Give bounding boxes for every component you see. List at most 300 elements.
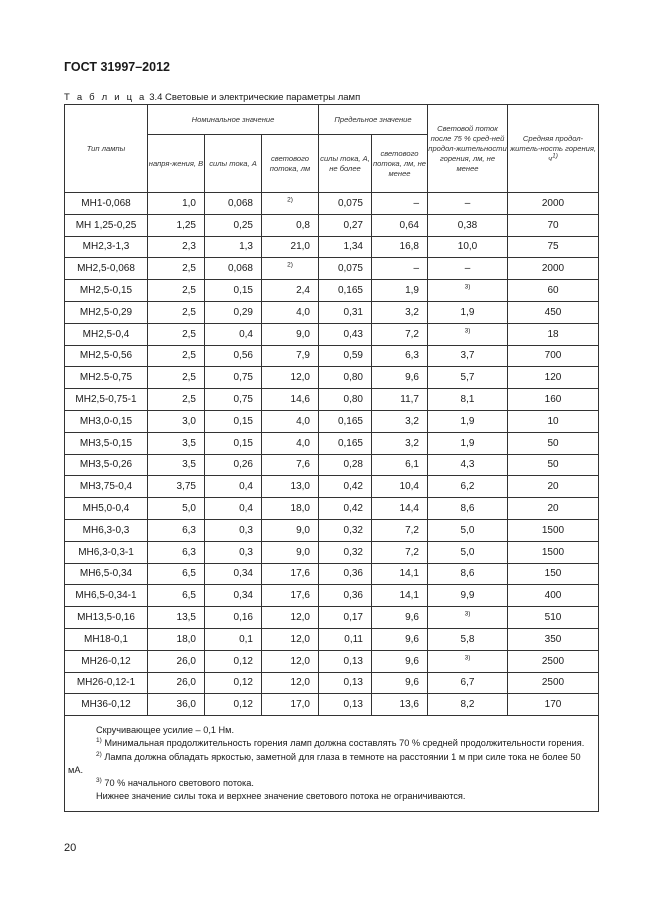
- table-row: [65, 607, 599, 629]
- cell-current: [205, 498, 262, 520]
- cell-current-max-value: 0,075: [337, 197, 363, 209]
- cell-voltage: [148, 410, 205, 432]
- cell-lamp-type: [65, 280, 148, 302]
- cell-flux-min: [372, 672, 428, 694]
- header-limit-group: Предельное значение: [319, 105, 428, 135]
- cell-current-value: 0,75: [233, 372, 253, 384]
- cell-current-max-value: 0,59: [343, 350, 363, 362]
- cell-current-max: [319, 258, 372, 280]
- cell-lamp-type: [65, 193, 148, 215]
- cell-current-max: [319, 193, 372, 215]
- cell-flux: [262, 214, 319, 236]
- cell-current-max-value: 0,42: [343, 481, 363, 493]
- cell-current: [205, 214, 262, 236]
- cell-voltage: [148, 432, 205, 454]
- cell-lamp-type: [65, 628, 148, 650]
- cell-life: [508, 193, 599, 215]
- cell-life: [508, 454, 599, 476]
- cell-current-max: [319, 650, 372, 672]
- cell-life: [508, 410, 599, 432]
- cell-current-value: 0,3: [239, 546, 253, 558]
- cell-current-max: [319, 628, 372, 650]
- cell-lamp-type-value: МН26-0,12-1: [76, 677, 136, 689]
- cell-current: [205, 541, 262, 563]
- cell-flux-min-value: 11,7: [400, 394, 419, 406]
- cell-lamp-type: [65, 345, 148, 367]
- cell-voltage: [148, 628, 205, 650]
- cell-current: [205, 389, 262, 411]
- cell-current-max-value: 0,36: [343, 568, 363, 580]
- cell-life-value: 2000: [541, 197, 565, 209]
- cell-flux-after-value: 8,1: [460, 394, 475, 406]
- cell-flux-min-value: 10,4: [399, 481, 419, 493]
- cell-lamp-type: [65, 672, 148, 694]
- cell-flux-after: [428, 301, 508, 323]
- cell-voltage: [148, 454, 205, 476]
- cell-life: [508, 323, 599, 345]
- cell-flux-after: [428, 454, 508, 476]
- cell-flux-after-footnote: 3): [464, 610, 471, 618]
- cell-flux-min: [372, 280, 428, 302]
- cell-voltage-value: 2,3: [182, 241, 196, 253]
- cell-flux: [262, 389, 319, 411]
- cell-voltage-value: 2,5: [182, 394, 196, 406]
- cell-life-value: 150: [544, 568, 562, 580]
- cell-current: [205, 258, 262, 280]
- cell-current-value: 0,3: [239, 524, 253, 536]
- cell-voltage-value: 13,5: [176, 612, 196, 624]
- cell-flux-value: 17,0: [290, 699, 310, 711]
- cell-current-max-value: 0,36: [343, 590, 363, 602]
- header-flux-after: Световой поток после 75 % сред-ней продол-жительности горения, лм, не менее: [428, 105, 508, 193]
- cell-flux-min-value: 1,9: [405, 285, 419, 297]
- cell-current-max-value: 0,11: [344, 633, 363, 645]
- cell-current-max-value: 0,43: [343, 328, 363, 340]
- cell-flux-min: [372, 454, 428, 476]
- cell-lamp-type-value: МН2,5-0,15: [79, 285, 133, 297]
- cell-voltage: [148, 694, 205, 716]
- cell-flux-after: [428, 519, 508, 541]
- table-row: [65, 628, 599, 650]
- cell-current: [205, 672, 262, 694]
- cell-current-max: [319, 585, 372, 607]
- cell-flux-after: [428, 476, 508, 498]
- cell-current-max: [319, 280, 372, 302]
- cell-current-max: [319, 672, 372, 694]
- cell-voltage-value: 2,5: [182, 328, 196, 340]
- cell-flux-after-value: 6,7: [460, 677, 475, 689]
- cell-flux: [262, 258, 319, 280]
- cell-flux-after: [428, 498, 508, 520]
- cell-current: [205, 628, 262, 650]
- cell-voltage: [148, 214, 205, 236]
- cell-voltage: [148, 345, 205, 367]
- cell-flux-after: [428, 193, 508, 215]
- cell-current-max: [319, 476, 372, 498]
- cell-flux: [262, 454, 319, 476]
- cell-current-max-value: 0,27: [343, 219, 363, 231]
- cell-current: [205, 650, 262, 672]
- cell-flux-min: [372, 323, 428, 345]
- cell-flux-value: 17,6: [290, 568, 310, 580]
- cell-current: [205, 410, 262, 432]
- cell-flux-min: [372, 193, 428, 215]
- cell-lamp-type-value: МН2,5-0,56: [79, 350, 133, 362]
- cell-life: [508, 519, 599, 541]
- cell-flux-after-value: 8,6: [460, 503, 475, 515]
- cell-current-value: 0,068: [227, 263, 253, 275]
- cell-flux-min: [372, 498, 428, 520]
- cell-flux-after-value: –: [464, 263, 471, 275]
- cell-flux-min: [372, 367, 428, 389]
- cell-flux-min-value: 9,6: [405, 677, 419, 689]
- cell-flux-min: [372, 519, 428, 541]
- cell-current-max: [319, 323, 372, 345]
- cell-flux: [262, 519, 319, 541]
- cell-current-max: [319, 236, 372, 258]
- table-row: [65, 519, 599, 541]
- cell-life: [508, 280, 599, 302]
- cell-life-value: 120: [544, 372, 562, 384]
- cell-current-value: 0,12: [233, 677, 253, 689]
- cell-flux-after-value: 5,7: [460, 372, 475, 384]
- cell-current: [205, 280, 262, 302]
- cell-lamp-type: [65, 454, 148, 476]
- note-line: [68, 777, 595, 790]
- cell-current-max-value: 1,34: [343, 241, 363, 253]
- cell-flux-min: [372, 607, 428, 629]
- table-row: [65, 541, 599, 563]
- cell-lamp-type-value: МН2.5-0,75: [79, 372, 133, 384]
- cell-flux-value: 7,9: [296, 350, 310, 362]
- cell-flux-after-value: 9,9: [460, 590, 475, 602]
- cell-current: [205, 193, 262, 215]
- cell-current-value: 0,12: [233, 699, 253, 711]
- cell-flux-value: 12,0: [290, 612, 310, 624]
- table-notes: [65, 716, 599, 812]
- cell-life: [508, 432, 599, 454]
- cell-flux-after-value: 4,3: [460, 459, 475, 471]
- cell-current: [205, 323, 262, 345]
- table-row: [65, 410, 599, 432]
- cell-flux: [262, 563, 319, 585]
- cell-flux-footnote: 2): [287, 196, 293, 204]
- cell-current-value: 0,4: [239, 328, 253, 340]
- table-row: [65, 236, 599, 258]
- cell-flux-min-value: 7,2: [405, 524, 419, 536]
- cell-current-value: 0,56: [233, 350, 253, 362]
- cell-flux-min: [372, 432, 428, 454]
- cell-voltage: [148, 498, 205, 520]
- cell-flux-min: [372, 236, 428, 258]
- cell-lamp-type-value: МН18-0,1: [84, 633, 128, 645]
- page-number: 20: [64, 842, 77, 854]
- header-life: [508, 105, 599, 193]
- cell-lamp-type: [65, 410, 148, 432]
- cell-lamp-type-value: МН6,3-0,3: [82, 524, 130, 536]
- cell-lamp-type-value: МН2,5-0,75-1: [75, 394, 137, 406]
- cell-flux: [262, 541, 319, 563]
- cell-life: [508, 694, 599, 716]
- table-row: [65, 345, 599, 367]
- cell-life: [508, 585, 599, 607]
- cell-voltage-value: 6,3: [182, 546, 196, 558]
- cell-flux-min-value: 9,6: [405, 372, 419, 384]
- cell-flux-after-value: 5,8: [460, 633, 475, 645]
- cell-voltage-value: 3,0: [182, 415, 196, 427]
- cell-voltage-value: 6,3: [182, 524, 196, 536]
- cell-lamp-type-value: МН3,5-0,15: [79, 437, 133, 449]
- cell-flux: [262, 650, 319, 672]
- cell-flux-after: [428, 628, 508, 650]
- table-caption: [64, 92, 360, 103]
- cell-voltage: [148, 607, 205, 629]
- cell-current-max-value: 0,13: [343, 677, 363, 689]
- cell-flux: [262, 280, 319, 302]
- cell-flux-min: [372, 650, 428, 672]
- cell-life-value: 20: [547, 503, 559, 515]
- cell-flux-after: [428, 280, 508, 302]
- table-row: [65, 323, 599, 345]
- cell-flux: [262, 367, 319, 389]
- cell-flux-value: 9,0: [296, 546, 310, 558]
- cell-flux-after-value: 5,0: [460, 524, 475, 536]
- cell-voltage: [148, 476, 205, 498]
- cell-lamp-type: [65, 432, 148, 454]
- cell-flux-after-footnote: 3): [464, 654, 471, 662]
- table-row: [65, 672, 599, 694]
- cell-voltage-value: 36,0: [176, 699, 196, 711]
- cell-flux-value: 21,0: [290, 241, 310, 253]
- cell-current-max-value: 0,28: [343, 459, 363, 471]
- cell-life: [508, 563, 599, 585]
- cell-current-max: [319, 410, 372, 432]
- note-footnote-marker: 2): [96, 750, 102, 758]
- cell-current-max-value: 0,80: [343, 372, 363, 384]
- cell-current-max-value: 0,165: [337, 415, 363, 427]
- note-text: Минимальная продолжительность горения ламп должна составлять 70 % средней продолжительности горения.: [104, 738, 585, 749]
- note-text: Лампа должна обладать яркостью, заметной для глаза в темноте на расстоянии 1 м при силе тока не более 50 мА.: [68, 751, 581, 775]
- cell-flux-after-value: 3,7: [460, 350, 475, 362]
- cell-current-value: 0,1: [239, 633, 253, 645]
- cell-flux-min: [372, 258, 428, 280]
- cell-life-value: 1500: [541, 524, 565, 536]
- cell-voltage: [148, 563, 205, 585]
- header-current: силы тока, А: [205, 135, 262, 193]
- cell-lamp-type: [65, 541, 148, 563]
- cell-flux-value: 12,0: [290, 372, 310, 384]
- cell-flux-after: [428, 694, 508, 716]
- cell-flux-value: 9,0: [296, 328, 310, 340]
- cell-flux-after: [428, 214, 508, 236]
- cell-current-max: [319, 694, 372, 716]
- cell-lamp-type: [65, 498, 148, 520]
- cell-flux-min-value: 13,6: [399, 699, 419, 711]
- cell-life-value: 60: [547, 285, 559, 297]
- cell-current-max-value: 0,31: [343, 306, 363, 318]
- cell-flux-after-value: –: [464, 197, 471, 209]
- cell-voltage: [148, 650, 205, 672]
- cell-current-value: 0,068: [227, 197, 253, 209]
- cell-flux: [262, 607, 319, 629]
- cell-voltage-value: 3,75: [176, 481, 196, 493]
- cell-lamp-type: [65, 323, 148, 345]
- cell-flux: [262, 432, 319, 454]
- note-footnote-marker: 3): [96, 776, 102, 784]
- table-caption-prefix: Т а б л и ц а: [64, 92, 147, 103]
- cell-flux-value: 4,0: [296, 415, 310, 427]
- cell-current-max-value: 0,165: [337, 437, 363, 449]
- cell-flux-min-value: 6,3: [405, 350, 419, 362]
- cell-life: [508, 628, 599, 650]
- cell-voltage: [148, 236, 205, 258]
- table-row: [65, 214, 599, 236]
- cell-flux-value: 17,6: [290, 590, 310, 602]
- cell-flux: [262, 628, 319, 650]
- cell-flux-after: [428, 432, 508, 454]
- cell-lamp-type-value: МН2,5-0,29: [79, 306, 133, 318]
- cell-flux-min-value: 9,6: [405, 655, 419, 667]
- cell-flux-value: 9,0: [296, 524, 310, 536]
- cell-lamp-type: [65, 476, 148, 498]
- cell-lamp-type-value: МН13,5-0,16: [77, 612, 135, 624]
- cell-flux-min: [372, 585, 428, 607]
- cell-life: [508, 607, 599, 629]
- cell-lamp-type-value: МН26-0,12: [81, 655, 131, 667]
- cell-flux-min-value: –: [413, 263, 419, 275]
- cell-voltage-value: 6,5: [182, 590, 196, 602]
- cell-current-value: 0,34: [233, 568, 253, 580]
- cell-flux-after: [428, 607, 508, 629]
- cell-flux-after: [428, 258, 508, 280]
- cell-flux-min: [372, 563, 428, 585]
- cell-current-value: 0,12: [233, 655, 253, 667]
- cell-current: [205, 454, 262, 476]
- document-standard-header: ГОСТ 31997–2012: [64, 60, 170, 74]
- note-line: [68, 751, 595, 777]
- cell-life: [508, 476, 599, 498]
- cell-lamp-type: [65, 389, 148, 411]
- cell-current: [205, 476, 262, 498]
- cell-voltage-value: 2,5: [182, 306, 196, 318]
- cell-life-value: 75: [547, 241, 559, 253]
- note-line: [68, 790, 595, 803]
- cell-voltage-value: 2,5: [182, 372, 196, 384]
- cell-voltage: [148, 323, 205, 345]
- cell-life-value: 510: [544, 612, 562, 624]
- header-voltage: напря-жения, В: [148, 135, 205, 193]
- note-line: [68, 724, 595, 737]
- cell-life: [508, 498, 599, 520]
- cell-lamp-type: [65, 236, 148, 258]
- cell-life-value: 2500: [541, 677, 565, 689]
- cell-life-value: 350: [544, 633, 562, 645]
- cell-flux-min-value: 9,6: [405, 633, 419, 645]
- cell-flux-value: 18,0: [290, 503, 310, 515]
- cell-lamp-type-value: МН3,5-0,26: [79, 459, 133, 471]
- cell-current-max-value: 0,32: [343, 546, 363, 558]
- cell-current-max-value: 0,13: [343, 655, 363, 667]
- cell-flux-after: [428, 389, 508, 411]
- cell-current-value: 0,15: [233, 437, 253, 449]
- cell-voltage: [148, 672, 205, 694]
- cell-flux-min-value: 6,1: [405, 459, 419, 471]
- cell-current: [205, 432, 262, 454]
- cell-flux-after-value: 10,0: [457, 241, 478, 253]
- cell-flux: [262, 694, 319, 716]
- cell-voltage-value: 1,25: [176, 219, 196, 231]
- cell-lamp-type: [65, 585, 148, 607]
- cell-current-max: [319, 563, 372, 585]
- table-caption-title: Световые и электрические параметры ламп: [165, 92, 361, 103]
- cell-voltage: [148, 193, 205, 215]
- table-row: [65, 563, 599, 585]
- cell-life: [508, 541, 599, 563]
- cell-current-value: 0,29: [233, 306, 253, 318]
- cell-life-value: 70: [547, 219, 559, 231]
- cell-lamp-type: [65, 650, 148, 672]
- cell-current: [205, 345, 262, 367]
- cell-flux-value: 13,0: [290, 481, 310, 493]
- cell-life: [508, 258, 599, 280]
- cell-lamp-type-value: МН2,5-0,4: [82, 328, 130, 340]
- cell-current-value: 0,15: [233, 415, 253, 427]
- cell-lamp-type-value: МН6,5-0,34: [79, 568, 133, 580]
- cell-flux: [262, 345, 319, 367]
- header-flux: светового потока, лм: [262, 135, 319, 193]
- cell-flux-min-value: 16,8: [399, 241, 419, 253]
- cell-voltage-value: 3,5: [182, 459, 196, 471]
- cell-life: [508, 672, 599, 694]
- cell-life: [508, 650, 599, 672]
- cell-voltage: [148, 280, 205, 302]
- cell-lamp-type-value: МН1-0,068: [81, 197, 131, 209]
- cell-current: [205, 236, 262, 258]
- cell-current-value: 1,3: [239, 241, 253, 253]
- cell-life: [508, 367, 599, 389]
- table-row: [65, 193, 599, 215]
- table-row: [65, 694, 599, 716]
- cell-flux-after: [428, 367, 508, 389]
- cell-flux-value: 12,0: [290, 677, 310, 689]
- cell-current-value: 0,25: [233, 219, 253, 231]
- cell-voltage-value: 5,0: [182, 503, 196, 515]
- cell-voltage-value: 1,0: [182, 197, 196, 209]
- cell-flux-min: [372, 410, 428, 432]
- cell-flux-value: 4,0: [296, 306, 310, 318]
- cell-flux-min-value: 7,2: [405, 328, 419, 340]
- cell-flux-min-value: 0,64: [399, 219, 419, 231]
- cell-current-max: [319, 301, 372, 323]
- cell-lamp-type: [65, 258, 148, 280]
- table-row: [65, 301, 599, 323]
- cell-lamp-type-value: МН2,3-1,3: [82, 241, 130, 253]
- cell-current-max: [319, 345, 372, 367]
- cell-life-value: 1500: [541, 546, 565, 558]
- cell-lamp-type: [65, 214, 148, 236]
- cell-voltage-value: 6,5: [182, 568, 196, 580]
- cell-flux-min: [372, 694, 428, 716]
- cell-flux-min: [372, 345, 428, 367]
- cell-current-max-value: 0,32: [343, 524, 363, 536]
- cell-current: [205, 519, 262, 541]
- cell-flux: [262, 323, 319, 345]
- cell-lamp-type-value: МН5,0-0,4: [82, 503, 130, 515]
- cell-current: [205, 301, 262, 323]
- cell-current: [205, 367, 262, 389]
- cell-flux-min: [372, 301, 428, 323]
- header-life-label: Средняя продол-житель-ность горения, ч: [509, 133, 597, 163]
